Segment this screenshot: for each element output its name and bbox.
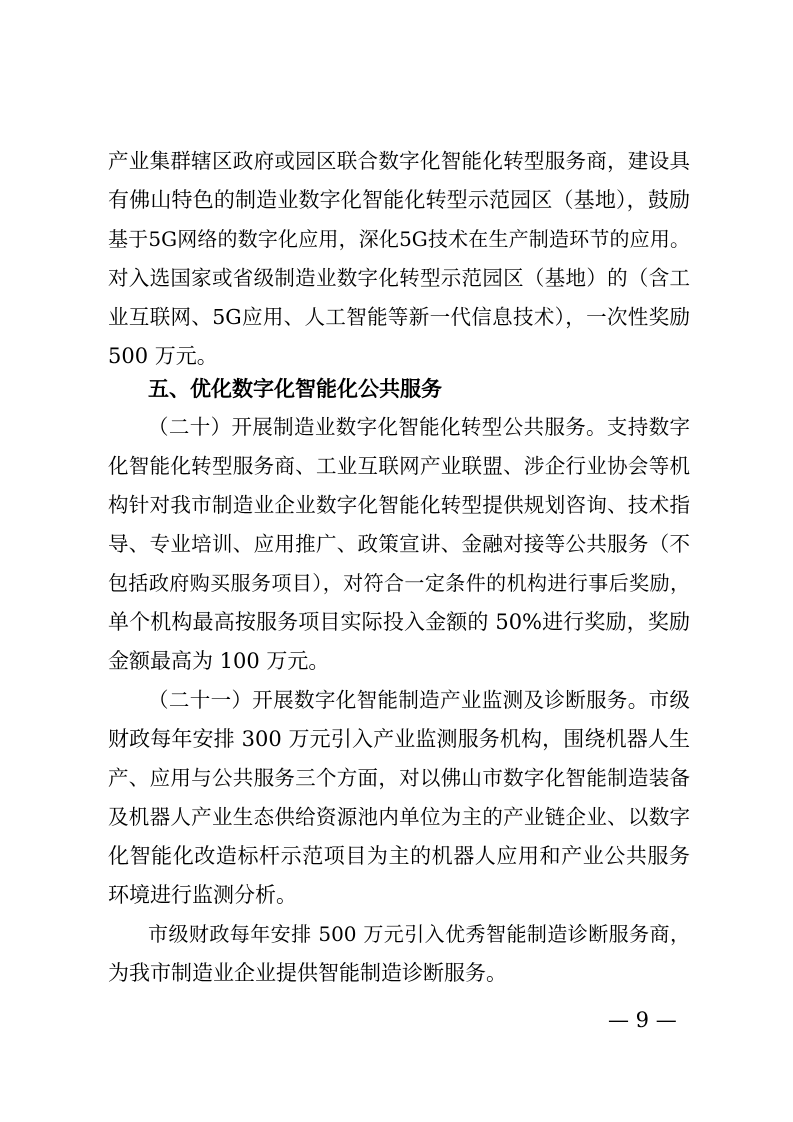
- body-text-line: 财政每年安排 300 万元引入产业监测服务机构，围绕机器人生: [108, 727, 690, 751]
- body-text-line: 及机器人产业生态供给资源池内单位为主的产业链企业、以数字: [108, 805, 690, 829]
- body-text-line: 业互联网、5G应用、人工智能等新一代信息技术），一次性奖励: [108, 305, 690, 329]
- body-text-line: 化智能化转型服务商、工业互联网产业联盟、涉企行业协会等机: [108, 454, 690, 478]
- body-text-line: 500 万元。: [108, 344, 218, 368]
- body-text-line: 导、专业培训、应用推广、政策宣讲、金融对接等公共服务（不: [108, 532, 690, 556]
- body-text-line: 有佛山特色的制造业数字化智能化转型示范园区（基地），鼓励: [108, 188, 690, 212]
- body-text-line: 基于5G网络的数字化应用，深化5G技术在生产制造环节的应用。: [108, 227, 690, 251]
- body-text-line: （二十一）开展数字化智能制造产业监测及诊断服务。市级: [148, 688, 690, 712]
- body-text-line: 为我市制造业企业提供智能制造诊断服务。: [108, 961, 507, 985]
- body-text-line: 金额最高为 100 万元。: [108, 649, 330, 673]
- body-text-line: （二十）开展制造业数字化智能化转型公共服务。支持数字: [148, 415, 690, 439]
- body-text-line: 对入选国家或省级制造业数字化转型示范园区（基地）的（含工: [108, 266, 690, 290]
- body-text-line: 包括政府购买服务项目），对符合一定条件的机构进行事后奖励，: [108, 571, 690, 595]
- section-heading: 五、优化数字化智能化公共服务: [148, 377, 442, 401]
- body-text-line: 环境进行监测分析。: [108, 883, 297, 907]
- body-text-line: 化智能化改造标杆示范项目为主的机器人应用和产业公共服务: [108, 844, 690, 868]
- body-text-line: 产、应用与公共服务三个方面，对以佛山市数字化智能制造装备: [108, 766, 690, 790]
- body-text-line: 产业集群辖区政府或园区联合数字化智能化转型服务商，建设具: [108, 149, 690, 173]
- page-number: — 9 —: [608, 1008, 677, 1032]
- body-text-line: 市级财政每年安排 500 万元引入优秀智能制造诊断服务商，: [148, 922, 690, 946]
- body-text-line: 单个机构最高按服务项目实际投入金额的 50%进行奖励，奖励: [108, 610, 690, 634]
- body-text-line: 构针对我市制造业企业数字化智能化转型提供规划咨询、技术指: [108, 493, 690, 517]
